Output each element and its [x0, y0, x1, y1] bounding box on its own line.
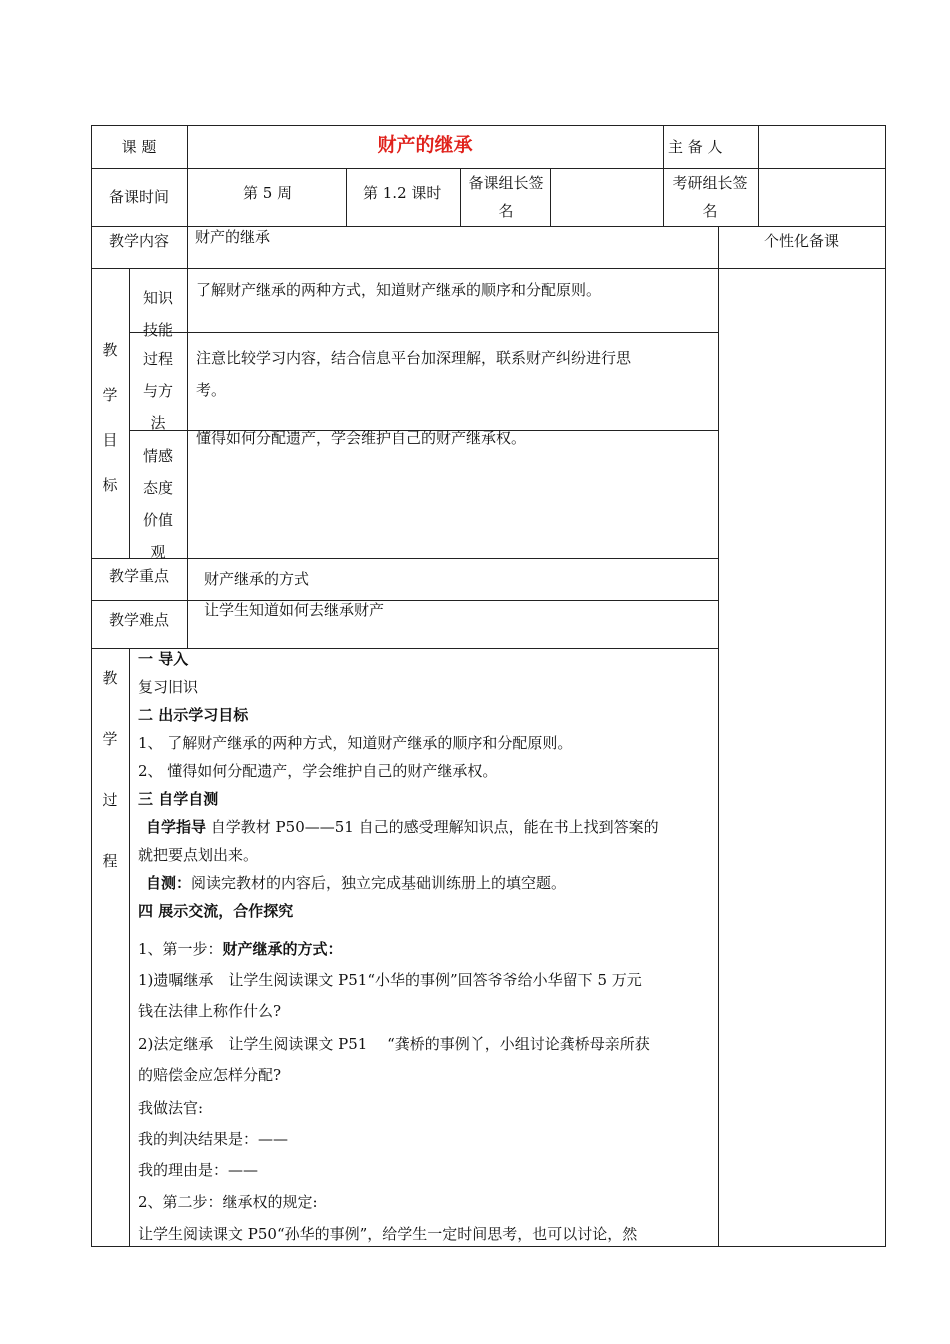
research-leader-sign-label: 考研组长签名 — [672, 174, 748, 220]
will-inheritance-line2: 钱在法律上称作什么? — [138, 1002, 282, 1020]
content-label: 教学内容 — [108, 232, 169, 250]
process-label: 过程 与方 法 — [142, 350, 173, 432]
difficulty-value: 让学生知道如何去继承财产 — [204, 601, 385, 619]
difficulty-label: 教学难点 — [108, 611, 169, 629]
legal-inheritance-line1: 2)法定继承 让学生阅读课文 P51 “龚桥的事例丫，小组讨论龚桥母亲所获 — [138, 1035, 650, 1053]
time-label: 备课时间 — [108, 188, 169, 206]
goals-side-label: 教 学 目 标 — [102, 341, 118, 494]
week-value: 第 5 周 — [243, 184, 293, 202]
step-2-heading: 2、第二步：继承权的规定: — [138, 1193, 318, 1211]
author-label: 主 备 人 — [668, 138, 723, 156]
section-3-title: 三 自学自测 — [138, 790, 219, 808]
page-title: 财产的继承 — [377, 134, 473, 156]
personal-prep-label: 个性化备课 — [763, 232, 839, 250]
topic-label: 课 题 — [121, 138, 157, 156]
section-1-title: 一 导入 — [138, 650, 189, 668]
will-inheritance-line1: 1)遗嘱继承 让学生阅读课文 P51“小华的事例”回答爷爷给小华留下 5 万元 — [138, 971, 642, 989]
judge-heading: 我做法官: — [138, 1099, 204, 1117]
self-test: 自测：阅读完教材的内容后，独立完成基础训练册上的填空题。 — [146, 874, 567, 892]
self-study-guide-line2: 就把要点划出来。 — [138, 846, 259, 864]
emotion-goal: 懂得如何分配遗产，学会维护自己的财产继承权。 — [196, 429, 527, 447]
self-study-guide-line1: 自学指导 自学教材 P50——51 自己的感受理解知识点，能在书上找到答案的 — [146, 818, 659, 836]
goal-item-1: 1、 了解财产继承的两种方式，知道财产继承的顺序和分配原则。 — [138, 734, 573, 752]
key-point-label: 教学重点 — [108, 567, 169, 585]
reason-line: 我的理由是：—— — [138, 1161, 259, 1179]
knowledge-goal: 了解财产继承的两种方式，知道财产继承的顺序和分配原则。 — [196, 281, 602, 299]
section-2-title: 二 出示学习目标 — [138, 706, 249, 724]
process-side-label: 教 学 过 程 — [102, 669, 118, 870]
step-1-heading: 1、第一步：财产继承的方式： — [138, 940, 343, 958]
content-value: 财产的继承 — [195, 228, 271, 246]
period-value: 第 1.2 课时 — [363, 184, 442, 202]
step-2-body: 让学生阅读课文 P50“孙华的事例”，给学生一定时间思考，也可以讨论，然 — [138, 1225, 638, 1243]
goal-item-2: 2、 懂得如何分配遗产，学会维护自己的财产继承权。 — [138, 762, 498, 780]
process-goal-line1: 注意比较学习内容，结合信息平台加深理解，联系财产纠纷进行思 — [196, 349, 632, 367]
section-1-body: 复习旧识 — [138, 678, 199, 696]
group-leader-sign-label: 备课组长签名 — [468, 174, 544, 220]
emotion-label: 情感 态度 价值 观 — [142, 447, 173, 561]
section-4-title: 四 展示交流，合作探究 — [138, 902, 294, 920]
key-point-value: 财产继承的方式 — [204, 570, 310, 588]
legal-inheritance-line2: 的赔偿金应怎样分配? — [138, 1066, 282, 1084]
process-goal-line2: 考。 — [196, 381, 227, 399]
knowledge-label: 知识 技能 — [142, 289, 173, 339]
verdict-line: 我的判决结果是：—— — [138, 1130, 289, 1148]
